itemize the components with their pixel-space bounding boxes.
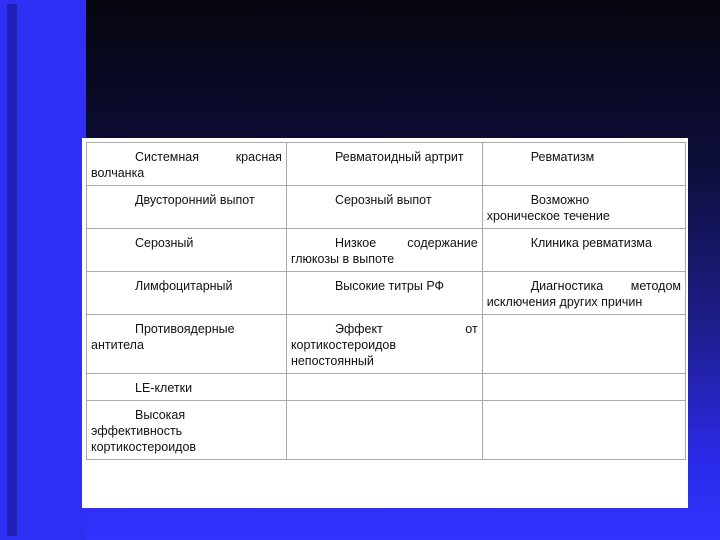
cell-first-line: Ревматоидный артрит	[334, 150, 464, 164]
table-row	[87, 401, 686, 460]
cell-first-line: Серозный	[135, 236, 194, 250]
cell-continuation: исключения других причин	[486, 295, 643, 309]
table-cell	[286, 229, 482, 272]
table-cell	[87, 229, 287, 272]
table-cell	[286, 374, 482, 401]
cell-continuation: кортикостероидов непостоянный	[290, 338, 397, 368]
table-row	[87, 374, 686, 401]
cell-continuation: антитела	[91, 338, 144, 352]
table-row	[87, 186, 686, 229]
table-cell	[482, 401, 685, 460]
cell-continuation: эффективность кортикостероидов	[91, 424, 197, 454]
table-cell	[482, 374, 685, 401]
table-cell	[87, 143, 287, 186]
table-cell	[482, 186, 685, 229]
cell-first-line: Противоядерные	[135, 322, 235, 336]
cell-first-line: Двусторонний выпот	[135, 193, 255, 207]
table-row	[87, 272, 686, 315]
decorative-squares	[4, 4, 20, 536]
cell-first-line: Серозный выпот	[334, 193, 432, 207]
table-cell	[286, 272, 482, 315]
cell-continuation: волчанка	[91, 166, 145, 180]
table-cell	[286, 143, 482, 186]
cell-first-line: Возможно	[530, 193, 590, 207]
cell-continuation: глюкозы в выпоте	[290, 252, 395, 266]
cell-first-line: Клиника ревматизма	[530, 236, 652, 250]
table-cell	[286, 315, 482, 374]
cell-first-line: LE-клетки	[135, 381, 193, 395]
table-cell	[87, 401, 287, 460]
table-cell	[286, 186, 482, 229]
table-cell	[87, 374, 287, 401]
cell-first-line: Лимфоцитарный	[135, 279, 233, 293]
table-panel	[82, 138, 688, 508]
cell-first-line: Низкое содержание	[334, 236, 478, 250]
table-cell	[87, 272, 287, 315]
cell-first-line: Диагностика методом	[530, 279, 681, 293]
cell-first-line: Эффект от	[334, 322, 478, 336]
table-cell	[87, 315, 287, 374]
table-cell	[482, 229, 685, 272]
table-cell	[87, 186, 287, 229]
left-decorative-band	[0, 0, 86, 540]
table-cell	[482, 143, 685, 186]
table-cell	[482, 315, 685, 374]
cell-first-line: Высокие титры РФ	[334, 279, 445, 293]
table-cell	[482, 272, 685, 315]
comparison-table	[86, 142, 686, 460]
table-row	[87, 229, 686, 272]
table-cell	[286, 401, 482, 460]
table-row	[87, 315, 686, 374]
table-row	[87, 143, 686, 186]
cell-continuation: хроническое течение	[486, 209, 610, 223]
cell-first-line: Высокая	[135, 408, 186, 422]
cell-first-line: Ревматизм	[530, 150, 595, 164]
cell-first-line: Системная красная	[135, 150, 282, 164]
